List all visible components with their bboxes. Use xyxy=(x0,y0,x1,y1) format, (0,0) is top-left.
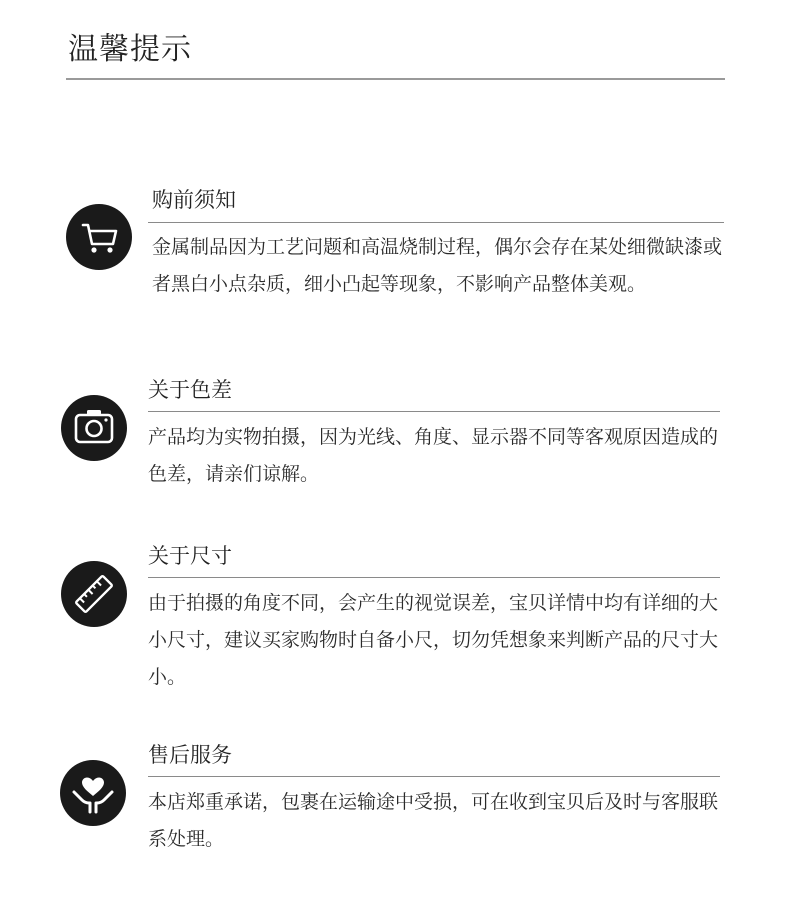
section-divider xyxy=(148,776,720,777)
hands-heart-icon xyxy=(60,760,126,826)
cart-icon-badge xyxy=(66,204,132,270)
section-body: 产品均为实物拍摄，因为光线、角度、显示器不同等客观原因造成的色差，请亲们谅解。 xyxy=(148,426,719,485)
title-divider xyxy=(66,78,725,80)
section-divider xyxy=(148,577,720,578)
hands-heart-icon-badge xyxy=(60,760,126,826)
section-body: 本店郑重承诺，包裹在运输途中受损，可在收到宝贝后及时与客服联系处理。 xyxy=(148,791,719,850)
section-divider xyxy=(148,411,720,412)
ruler-icon-badge xyxy=(61,561,127,627)
ruler-icon xyxy=(61,561,127,627)
camera-icon-badge xyxy=(61,395,127,461)
camera-icon xyxy=(61,395,127,461)
section-heading: 购前须知 xyxy=(152,188,236,212)
section-heading: 关于色差 xyxy=(148,378,232,402)
section-heading: 售后服务 xyxy=(148,743,232,767)
shopping-cart-icon xyxy=(66,204,132,270)
section-divider xyxy=(148,222,724,223)
page-title: 温馨提示 xyxy=(68,32,192,67)
section-heading: 关于尺寸 xyxy=(148,544,232,568)
section-body: 金属制品因为工艺问题和高温烧制过程，偶尔会存在某处细微缺漆或者黑白小点杂质，细小凸起等现象，不影响产品整体美观。 xyxy=(152,236,723,295)
section-body: 由于拍摄的角度不同，会产生的视觉误差，宝贝详情中均有详细的大小尺寸，建议买家购物时自备小尺，切勿凭想象来判断产品的尺寸大小。 xyxy=(148,592,719,688)
